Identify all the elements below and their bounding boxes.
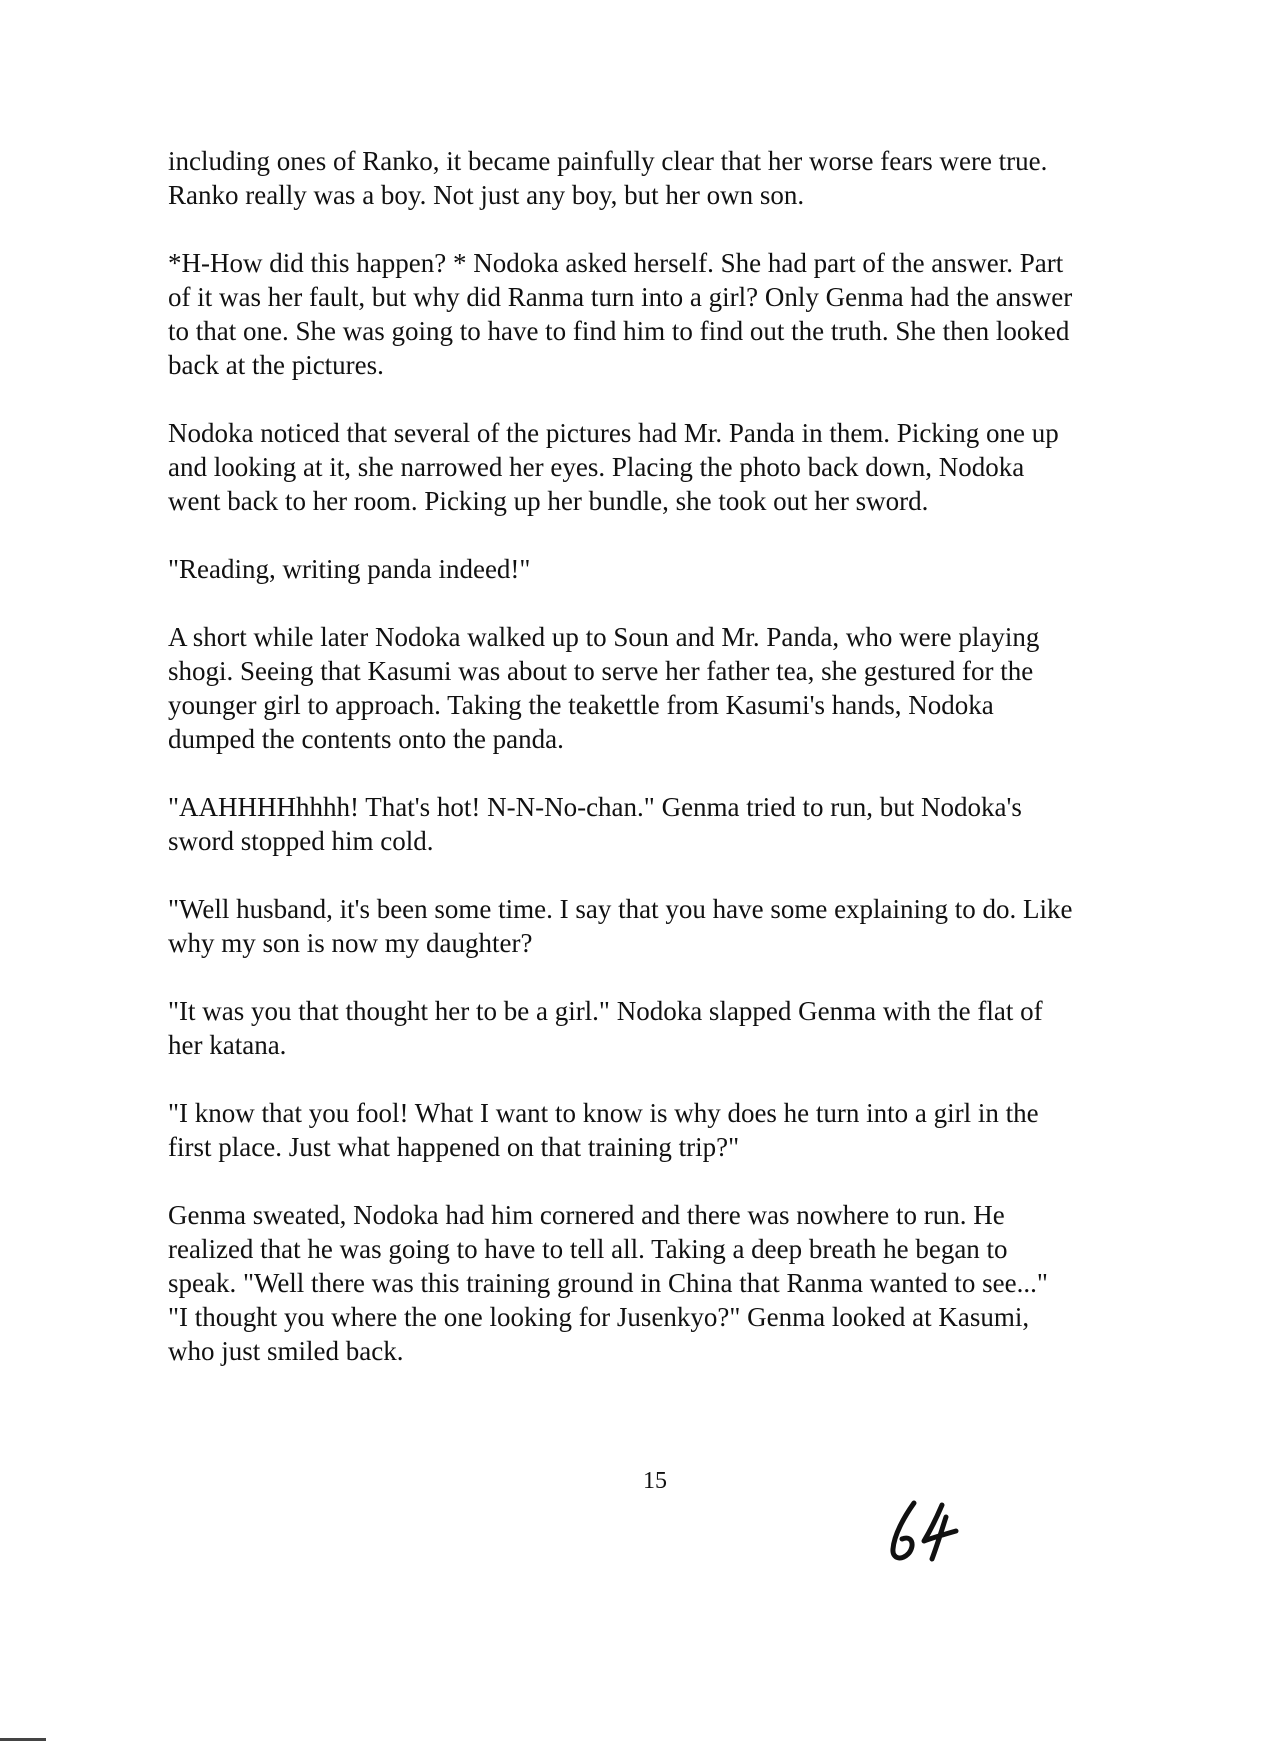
paragraph-10: Genma sweated, Nodoka had him cornered and there was nowhere to run. He realized that he was going to have to tell all. Taking a deep breath he began to speak. "Well there was this training ground in China that Ranma wanted to see..." "I thought you where the one looking for Jusenkyo?" Genma looked at Kasumi, who just smiled back. (168, 1200, 1048, 1366)
paragraph-6: "AAHHHHhhhh! That's hot! N-N-No-chan." Genma tried to run, but Nodoka's sword stopped him cold. (168, 792, 1022, 856)
paragraph-3: Nodoka noticed that several of the pictures had Mr. Panda in them. Picking one up and looking at it, she narrowed her eyes. Placing the photo back down, Nodoka went back to her room. Picking up her bundle, she took out her sword. (168, 418, 1059, 516)
handwritten-page-number (880, 1495, 990, 1565)
scan-edge-mark (0, 1738, 46, 1741)
paragraph-7: "Well husband, it's been some time. I say that you have some explaining to do. Like why my son is now my daughter? (168, 894, 1073, 958)
paragraph-2: *H-How did this happen? * Nodoka asked herself. She had part of the answer. Part of it was her fault, but why did Ranma turn into a girl? Only Genma had the answer to that one. She was going to have to find him to find out the truth. She then looked back at the pictures. (168, 248, 1073, 380)
body-text (168, 144, 1133, 1402)
paragraph-8: "It was you that thought her to be a girl." Nodoka slapped Genma with the flat of her katana. (168, 996, 1043, 1060)
page-number: 15 (643, 1468, 667, 1494)
paragraph-9: "I know that you fool! What I want to know is why does he turn into a girl in the first place. Just what happened on that training trip?" (168, 1098, 1039, 1162)
paragraph-1: including ones of Ranko, it became painfully clear that her worse fears were true. Ranko really was a boy. Not just any boy, but her own son. (168, 146, 1048, 210)
paragraph-4: "Reading, writing panda indeed!" (168, 554, 531, 584)
paragraph-5: A short while later Nodoka walked up to Soun and Mr. Panda, who were playing shogi. Seeing that Kasumi was about to serve her father tea, she gestured for the younger girl to approach. Taking the teakettle from Kasumi's hands, Nodoka dumped the contents onto the panda. (168, 622, 1040, 754)
